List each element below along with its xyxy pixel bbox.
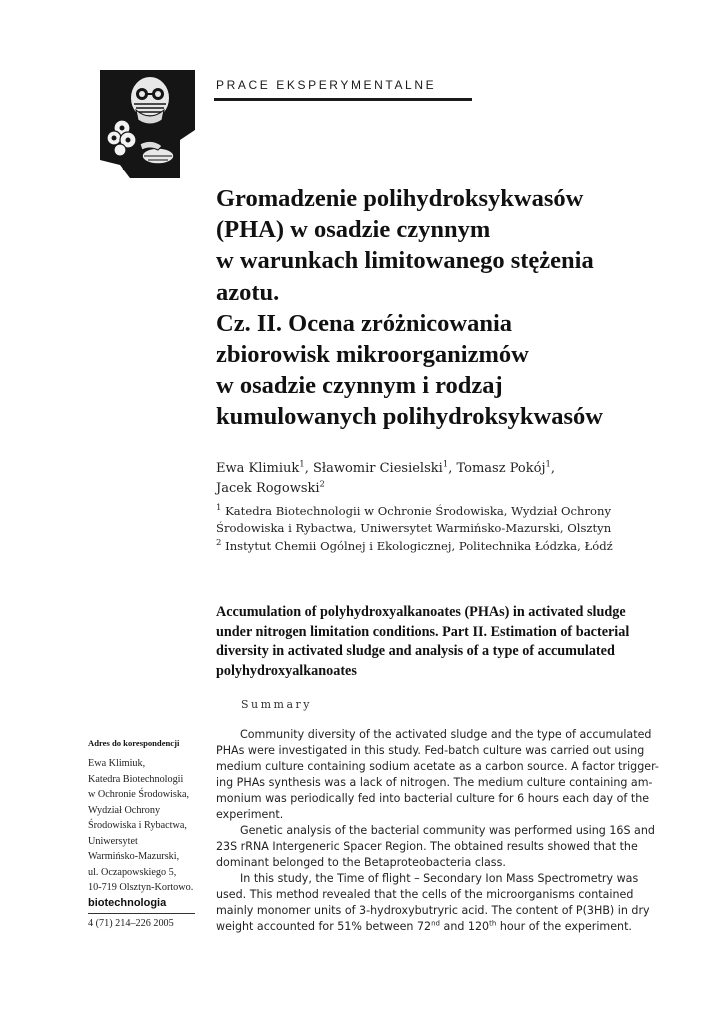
author-list: Ewa Klimiuk$^1$, Sławomir Ciesielski$^1$, Tomasz Pokój$^1$, Jacek Rogowski$^2$: [216, 459, 556, 496]
address-line: 10-719 Olsztyn-Kortowo.: [88, 882, 194, 893]
title-line: Cz. II. Ocena zróżnicowania: [216, 309, 512, 337]
title-line: (PHA) w osadzie czynnym: [216, 216, 491, 244]
address-line: w Ochronie Środowiska,: [88, 789, 190, 800]
abstract-paragraph: [216, 727, 659, 823]
abstract-line: [216, 919, 650, 935]
abstract-line: PHAs were investigated in this study. Fed-batch culture was carried out using: [216, 744, 645, 757]
journal-logo: [100, 70, 195, 178]
address-line: Środowiska i Rybactwa,: [88, 820, 187, 831]
author-name: Sławomir Ciesielski: [312, 461, 443, 476]
abstract-text: hour of the experiment.: [496, 920, 632, 933]
author-name: Ewa Klimiuk: [216, 461, 300, 476]
affiliation-mark: 2: [216, 537, 222, 548]
abstract-line: In this study, the Time of flight – Secondary Ion Mass Spectrometry was: [240, 872, 639, 885]
address-line: Ewa Klimiuk,: [88, 758, 146, 769]
abstract-line: experiment.: [216, 808, 284, 821]
title-line: w osadzie czynnym i rodzaj: [216, 372, 503, 400]
address-line: Uniwersytet: [88, 835, 138, 847]
summary-heading: Summary: [241, 698, 313, 711]
section-label: PRACE EKSPERYMENTALNE: [216, 78, 437, 92]
address-line: Warmińsko-Mazurski,: [88, 851, 180, 862]
author-affiliation-mark: 1: [442, 459, 449, 470]
abstract-line: 23S rRNA Intergeneric Spacer Region. The obtained results showed that the: [216, 840, 638, 853]
address-line: Katedra Biotechnologii: [88, 773, 184, 785]
address-line: Wydział Ochrony: [88, 804, 161, 816]
abstract-line: ing PHAs synthesis was a lack of nitrogen. The medium culture containing am-: [216, 776, 653, 789]
section-divider: [214, 98, 472, 101]
title-line: zbiorowisk mikroorganizmów: [216, 341, 529, 369]
correspondence-heading: Adres do korespondencji: [88, 738, 180, 748]
abstract-line: medium culture containing sodium acetate as a carbon source. A factor trigger-: [216, 760, 659, 773]
ordinal-suffix: th: [489, 919, 497, 928]
affiliation-text: Instytut Chemii Ogólnej i Ekologicznej, Politechnika Łódzka, Łódź: [225, 538, 613, 553]
author-name: Jacek Rogowski: [216, 481, 320, 496]
journal-divider: [88, 913, 195, 914]
affiliation-line: [216, 503, 686, 520]
journal-citation: 4 (71) 214–226 2005: [88, 918, 174, 929]
abstract-line: Community diversity of the activated sludge and the type of accumulated: [240, 728, 652, 741]
author-affiliation-mark: 1: [545, 459, 551, 470]
abstract-paragraph: [216, 823, 655, 871]
english-title-line: diversity in activated sludge and analysis of a type of accumulated: [216, 643, 615, 659]
author-affiliation-mark: 2: [319, 479, 325, 490]
affiliations: [216, 503, 686, 555]
correspondence-address: [88, 756, 208, 896]
affiliation-line: Środowiska i Rybactwa, Uniwersytet Warmińsko-Mazurski, Olsztyn: [216, 521, 612, 536]
english-title-line: Accumulation of polyhydroxyalkanoates (PHAs) in activated sludge: [216, 604, 626, 620]
affiliation-line: [216, 538, 686, 555]
title-line: w warunkach limitowanego stężenia: [216, 247, 594, 275]
english-title: [216, 603, 656, 681]
affiliation-mark: 1: [216, 503, 222, 514]
abstract-line: monium was periodically fed into bacterial culture for 6 hours each day of the: [216, 792, 650, 805]
ordinal-suffix: nd: [431, 919, 440, 928]
abstract-line: used. This method revealed that the cells of the microorganisms contained: [216, 888, 634, 901]
abstract-line: Genetic analysis of the bacterial community was performed using 16S and: [240, 824, 655, 837]
affiliation-text: Katedra Biotechnologii w Ochronie Środowiska, Wydział Ochrony: [225, 504, 611, 518]
title-line: azotu.: [216, 278, 280, 306]
english-title-line: polyhydroxyalkanoates: [216, 662, 357, 679]
abstract-paragraph: [216, 871, 650, 935]
abstract-line: mainly monomer units of 3-hydroxybutryric acid. The content of P(3HB) in dry: [216, 904, 650, 917]
journal-logo-icon: [100, 70, 195, 178]
english-title-line: under nitrogen limitation conditions. Part II. Estimation of bacterial: [216, 623, 630, 640]
abstract-text: and 120: [440, 920, 490, 933]
article-title: [216, 183, 686, 433]
title-line: Gromadzenie polihydroksykwasów: [216, 185, 584, 212]
author-name: Tomasz Pokój: [456, 461, 546, 476]
address-line: ul. Oczapowskiego 5,: [88, 866, 177, 878]
abstract-text: weight accounted for 51% between 72: [216, 920, 432, 933]
abstract-line: dominant belonged to the Betaproteobacteria class.: [216, 856, 506, 869]
title-line: kumulowanych polihydroksykwasów: [216, 403, 603, 431]
abstract-body: [216, 727, 659, 935]
journal-name: biotechnologia: [88, 897, 167, 909]
author-affiliation-mark: 1: [299, 459, 305, 470]
